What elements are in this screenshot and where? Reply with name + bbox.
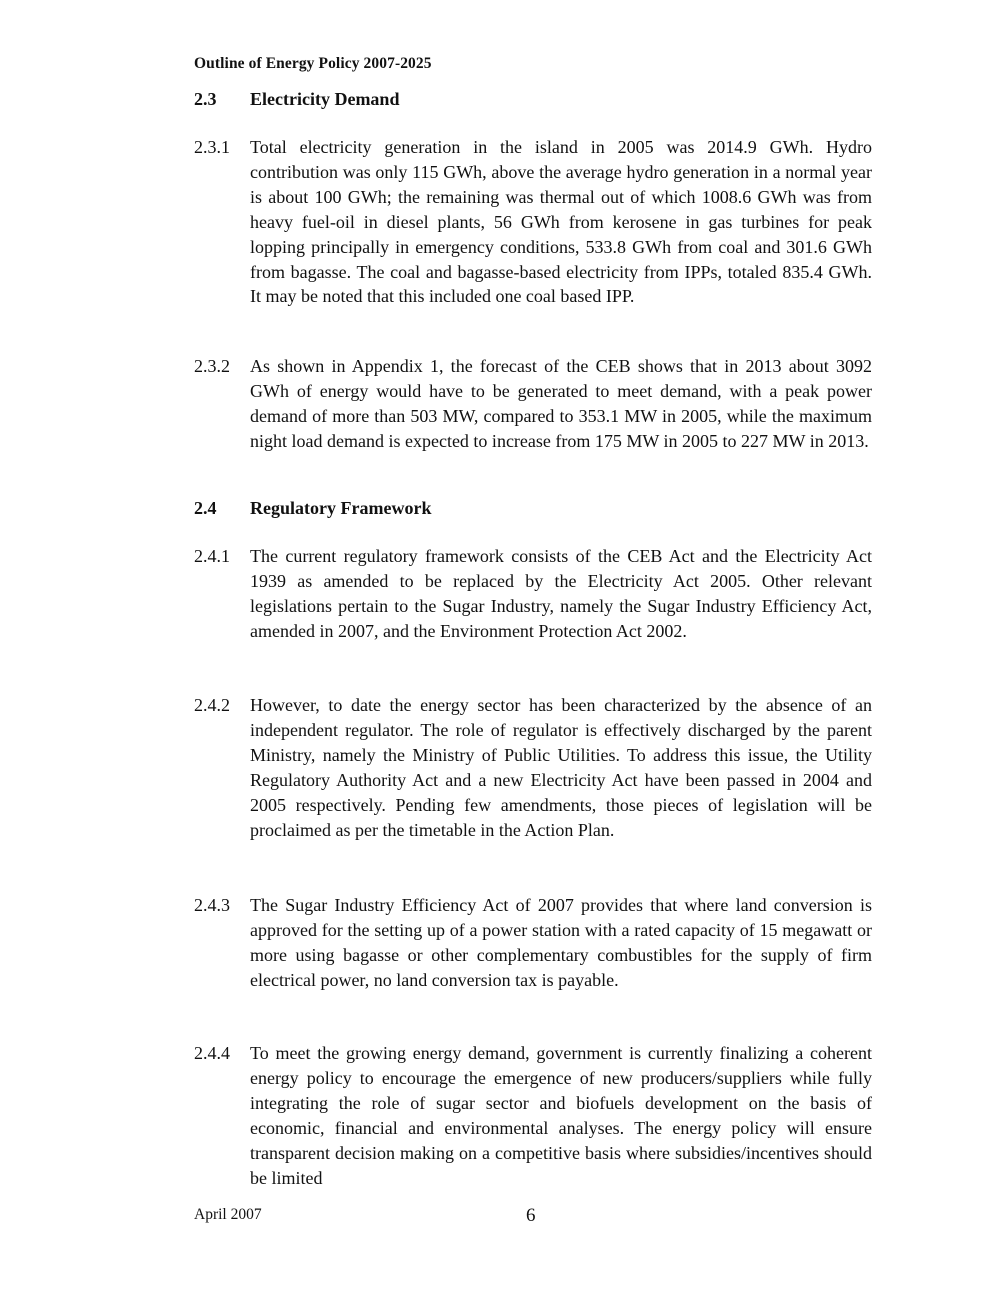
paragraph-text: The Sugar Industry Efficiency Act of 2007 provides that where land conversion is approved for the setting up of a power station with a rated capacity of 15 megawatt or more using bagasse or other complementary combustibles for the supply of firm electrical power, no land conversion tax is payable. xyxy=(250,895,872,990)
paragraph-number: 2.4.4 xyxy=(194,1043,230,1063)
page-number: 6 xyxy=(526,1205,536,1226)
paragraph-number: 2.4.2 xyxy=(194,695,230,715)
paragraph-number: 2.3.2 xyxy=(194,356,230,376)
paragraph-number: 2.3.1 xyxy=(194,137,230,157)
section-title: Electricity Demand xyxy=(250,89,400,109)
footer-date: April 2007 xyxy=(194,1206,262,1223)
running-header: Outline of Energy Policy 2007-2025 xyxy=(194,55,432,72)
paragraph-2-4-3 xyxy=(194,893,872,993)
paragraph-2-3-1 xyxy=(194,135,872,309)
paragraph-text: Total electricity generation in the island in 2005 was 2014.9 GWh. Hydro contribution was only 115 GWh, above the average hydro generation in a normal year is about 100 GWh; the remaining was thermal out of which 1008.6 GWh was from heavy fuel-oil in diesel plants, 56 GWh from kerosene in gas turbines for peak lopping principally in emergency conditions, 533.8 GWh from coal and 301.6 GWh from bagasse. The coal and bagasse-based electricity from IPPs, totaled 835.4 GWh. It may be noted that this included one coal based IPP. xyxy=(250,137,872,307)
paragraph-2-4-1 xyxy=(194,544,872,644)
section-number: 2.3 xyxy=(194,89,217,109)
paragraph-number: 2.4.3 xyxy=(194,895,230,915)
paragraph-2-4-2 xyxy=(194,693,872,842)
section-number: 2.4 xyxy=(194,498,217,518)
paragraph-text: However, to date the energy sector has been characterized by the absence of an independent regulator. The role of regulator is effectively discharged by the parent Ministry, namely the Ministry of Public Utilities. To address this issue, the Utility Regulatory Authority Act and a new Electricity Act have been passed in 2004 and 2005 respectively. Pending few amendments, those pieces of legislation will be proclaimed as per the timetable in the Action Plan. xyxy=(250,695,872,840)
paragraph-text: To meet the growing energy demand, government is currently finalizing a coherent energy policy to encourage the emergence of new producers/suppliers while fully integrating the role of sugar sector and biofuels development on the basis of economic, financial and environmental analyses. The energy policy will ensure transparent decision making on a competitive basis where subsidies/incentives should be limited xyxy=(250,1043,872,1188)
paragraph-text: The current regulatory framework consists of the CEB Act and the Electricity Act 1939 as amended to be replaced by the Electricity Act 2005. Other relevant legislations pertain to the Sugar Industry, namely the Sugar Industry Efficiency Act, amended in 2007, and the Environment Protection Act 2002. xyxy=(250,546,872,641)
paragraph-text: As shown in Appendix 1, the forecast of the CEB shows that in 2013 about 3092 GWh of energy would have to be generated to meet demand, with a peak power demand of more than 503 MW, compared to 353.1 MW in 2005, while the maximum night load demand is expected to increase from 175 MW in 2005 to 227 MW in 2013. xyxy=(250,356,872,451)
paragraph-2-4-4 xyxy=(194,1041,872,1190)
section-title: Regulatory Framework xyxy=(250,498,432,518)
paragraph-number: 2.4.1 xyxy=(194,546,230,566)
paragraph-2-3-2 xyxy=(194,354,872,454)
